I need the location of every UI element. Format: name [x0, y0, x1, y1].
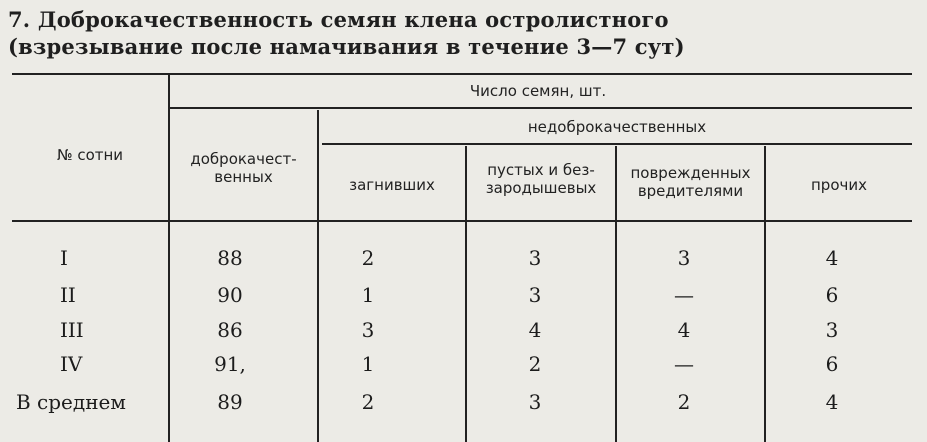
cell-good: 90 — [217, 283, 243, 307]
col-divider-1 — [168, 75, 170, 442]
cell-good: 89 — [217, 390, 243, 414]
cell-empty: 3 — [528, 246, 542, 270]
cell-empty: 2 — [528, 352, 542, 376]
row-label: I — [60, 246, 68, 270]
cell-pests: 4 — [677, 318, 691, 342]
cell-other: 3 — [825, 318, 839, 342]
cell-rotten: 1 — [361, 352, 375, 376]
cell-other: 4 — [825, 246, 839, 270]
cell-pests: — — [674, 352, 694, 376]
header-row-label: № сотни — [56, 146, 124, 164]
cell-other: 6 — [825, 283, 839, 307]
cell-rotten: 2 — [361, 390, 375, 414]
cell-empty: 3 — [528, 390, 542, 414]
cell-good: 91, — [214, 352, 246, 376]
cell-other: 4 — [825, 390, 839, 414]
cell-pests: 2 — [677, 390, 691, 414]
row-label: II — [60, 283, 76, 307]
header-seed-count: Число семян, шт. — [469, 82, 607, 100]
header-rotten: загнивших — [349, 176, 435, 194]
cell-empty: 3 — [528, 283, 542, 307]
cell-good: 88 — [217, 246, 243, 270]
header-empty: пустых и без- зародышевых — [485, 161, 597, 197]
bad-group-rule — [322, 143, 912, 145]
header-good: доброкачест- венных — [190, 150, 297, 186]
cell-pests: — — [674, 283, 694, 307]
top-rule — [12, 73, 912, 75]
row-label: IV — [60, 352, 83, 376]
cell-rotten: 1 — [361, 283, 375, 307]
seed-count-rule — [168, 107, 912, 109]
title-line-1: 7. Доброкачественность семян клена остролистного — [8, 7, 669, 32]
cell-other: 6 — [825, 352, 839, 376]
col-divider-2 — [317, 110, 319, 442]
title-line-2: (взрезывание после намачивания в течение 3—7 сут) — [8, 34, 685, 59]
header-bad-group: недоброкачественных — [527, 118, 707, 136]
header-other: прочих — [811, 176, 867, 194]
header-pests: поврежденных вредителями — [630, 164, 751, 200]
header-bottom-rule — [12, 220, 912, 222]
cell-empty: 4 — [528, 318, 542, 342]
row-label: В среднем — [16, 390, 126, 414]
table-title — [8, 6, 685, 60]
cell-rotten: 2 — [361, 246, 375, 270]
cell-pests: 3 — [677, 246, 691, 270]
cell-rotten: 3 — [361, 318, 375, 342]
cell-good: 86 — [217, 318, 243, 342]
row-label: III — [60, 318, 84, 342]
